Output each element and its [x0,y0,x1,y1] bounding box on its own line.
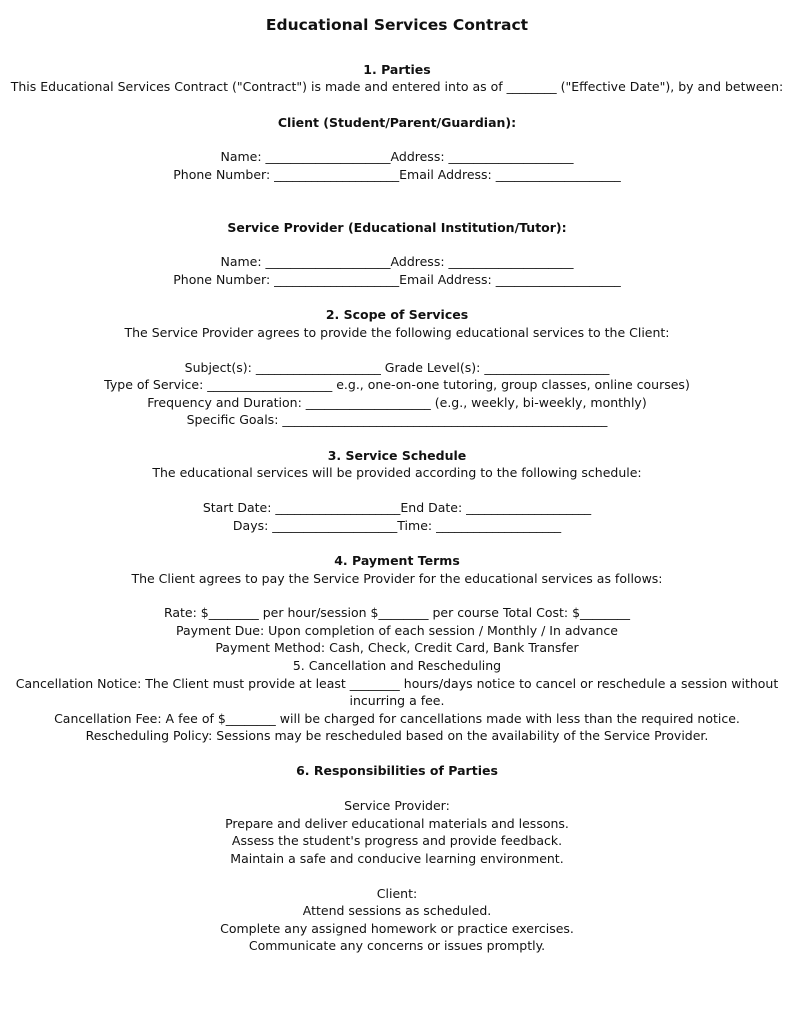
provider-name-address-field[interactable]: Name: ____________________Address: ____________________ [220,254,574,269]
section-payment-heading: 4. Payment Terms [334,553,460,568]
provider-responsibility-item: Assess the student's progress and provide feedback. [231,833,563,848]
rescheduling-policy: Rescheduling Policy: Sessions may be rescheduled based on the availability of the Service Provider. [85,728,709,743]
schedule-intro: The educational services will be provided according to the following schedule: [152,465,642,480]
client-responsibility-item: Communicate any concerns or issues promptly. [248,938,546,953]
payment-due: Payment Due: Upon completion of each session / Monthly / In advance [176,623,618,638]
rate-field[interactable]: Rate: $________ per hour/session $________ per course Total Cost: $________ [163,605,631,620]
document-title: Educational Services Contract [265,16,529,34]
scope-intro: The Service Provider agrees to provide the following educational services to the Client: [124,325,670,340]
subject-grade-field[interactable]: Subject(s): ____________________ Grade Level(s): ____________________ [184,360,610,375]
provider-responsibilities-label: Service Provider: [344,798,450,813]
payment-method: Payment Method: Cash, Check, Credit Card, Bank Transfer [215,640,579,655]
provider-responsibility-item: Prepare and deliver educational materials and lessons. [225,816,569,831]
provider-phone-email-field[interactable]: Phone Number: ____________________Email Address: ____________________ [173,272,621,287]
client-responsibility-item: Attend sessions as scheduled. [302,903,492,918]
specific-goals-field[interactable]: Specific Goals: ____________________________________________________ [186,412,608,427]
section-responsibilities-heading: 6. Responsibilities of Parties [296,763,498,778]
section-cancellation-heading: 5. Cancellation and Rescheduling [292,658,502,673]
start-end-date-field[interactable]: Start Date: ____________________End Date: ____________________ [202,500,592,515]
days-time-field[interactable]: Days: ____________________Time: ____________________ [232,518,562,533]
client-heading: Client (Student/Parent/Guardian): [277,115,517,130]
client-responsibilities-label: Client: [376,886,418,901]
section-scope-heading: 2. Scope of Services [325,307,469,322]
section-parties-heading: 1. Parties [363,62,431,77]
client-responsibility-item: Complete any assigned homework or practice exercises. [220,921,574,936]
provider-responsibility-item: Maintain a safe and conducive learning environment. [230,851,564,866]
client-phone-email-field[interactable]: Phone Number: ____________________Email Address: ____________________ [173,167,621,182]
frequency-duration-field[interactable]: Frequency and Duration: ____________________ (e.g., weekly, bi-weekly, monthly) [147,395,647,410]
section-schedule-heading: 3. Service Schedule [327,448,467,463]
parties-intro: This Educational Services Contract ("Contract") is made and entered into as of ________ ("Effective Date"), by and between: [10,79,784,94]
cancellation-notice: Cancellation Notice: The Client must provide at least ________ hours/days notice to cancel or reschedule a session without incurring a fee. [15,676,779,708]
service-type-field[interactable]: Type of Service: ____________________ e.g., one-on-one tutoring, group classes, online courses) [104,377,690,392]
payment-intro: The Client agrees to pay the Service Provider for the educational services as follows: [131,571,663,586]
provider-heading: Service Provider (Educational Institution/Tutor): [227,220,567,235]
client-name-address-field[interactable]: Name: ____________________Address: ____________________ [220,149,574,164]
cancellation-fee: Cancellation Fee: A fee of $________ will be charged for cancellations made with less than the required notice. [54,711,740,726]
